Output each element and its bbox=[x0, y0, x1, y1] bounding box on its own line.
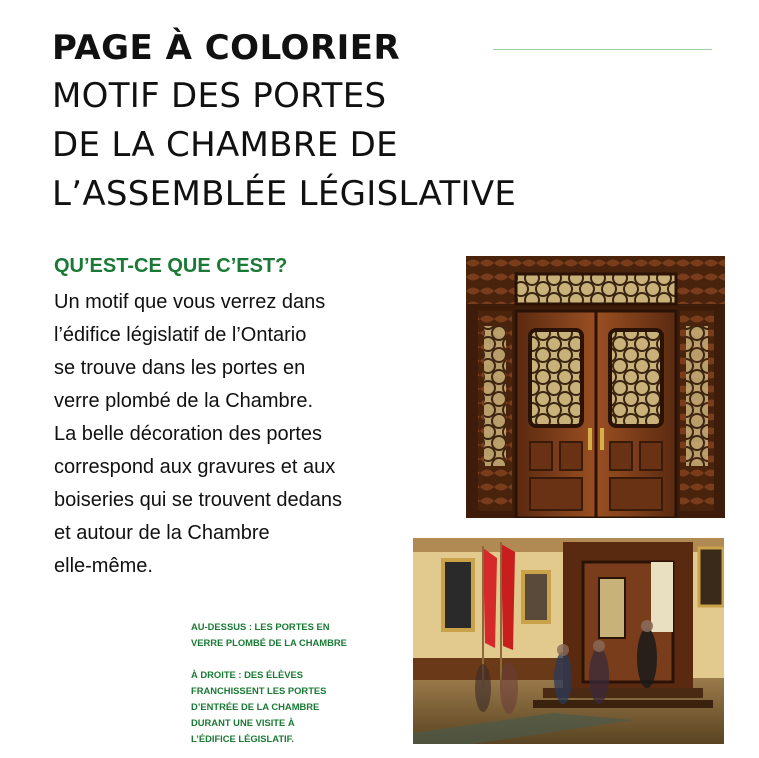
caption-line: L’ÉDIFICE LÉGISLATIF. bbox=[191, 733, 294, 744]
caption-line: D’ENTRÉE DE LA CHAMBRE bbox=[191, 701, 320, 712]
chamber-doors-photo bbox=[466, 256, 725, 518]
caption-line: VERRE PLOMBÉ DE LA CHAMBRE bbox=[191, 637, 347, 648]
caption-above bbox=[191, 619, 347, 651]
page-title: PAGE À COLORIER bbox=[52, 28, 401, 68]
subtitle-line-2: DE LA CHAMBRE DE bbox=[52, 125, 398, 165]
subtitle-line-3: L’ASSEMBLÉE LÉGISLATIVE bbox=[52, 174, 517, 214]
description-line: verre plombé de la Chambre. bbox=[54, 390, 314, 412]
description-line: et autour de la Chambre bbox=[54, 522, 270, 544]
caption-line: FRANCHISSENT LES PORTES bbox=[191, 685, 327, 696]
description-line: elle-même. bbox=[54, 555, 153, 577]
section-heading: QU’EST-CE QUE C’EST? bbox=[54, 255, 288, 277]
caption-line: DURANT UNE VISITE À bbox=[191, 717, 295, 728]
description-line: boiseries qui se trouvent dedans bbox=[54, 489, 342, 511]
description-line: se trouve dans les portes en bbox=[54, 357, 306, 379]
description-line: La belle décoration des portes bbox=[54, 423, 322, 445]
title-divider bbox=[493, 49, 712, 50]
description-line: l’édifice législatif de l’Ontario bbox=[54, 324, 307, 346]
caption-line: AU-DESSUS : LES PORTES EN bbox=[191, 621, 330, 632]
description-line: correspond aux gravures et aux bbox=[54, 456, 336, 478]
caption-line: À DROITE : DES ÉLÈVES bbox=[191, 669, 303, 680]
description-line: Un motif que vous verrez dans bbox=[54, 291, 326, 313]
description-paragraph bbox=[54, 286, 454, 583]
caption-right bbox=[191, 667, 326, 747]
students-visit-photo bbox=[413, 538, 724, 744]
subtitle-line-1: MOTIF DES PORTES bbox=[52, 76, 387, 116]
